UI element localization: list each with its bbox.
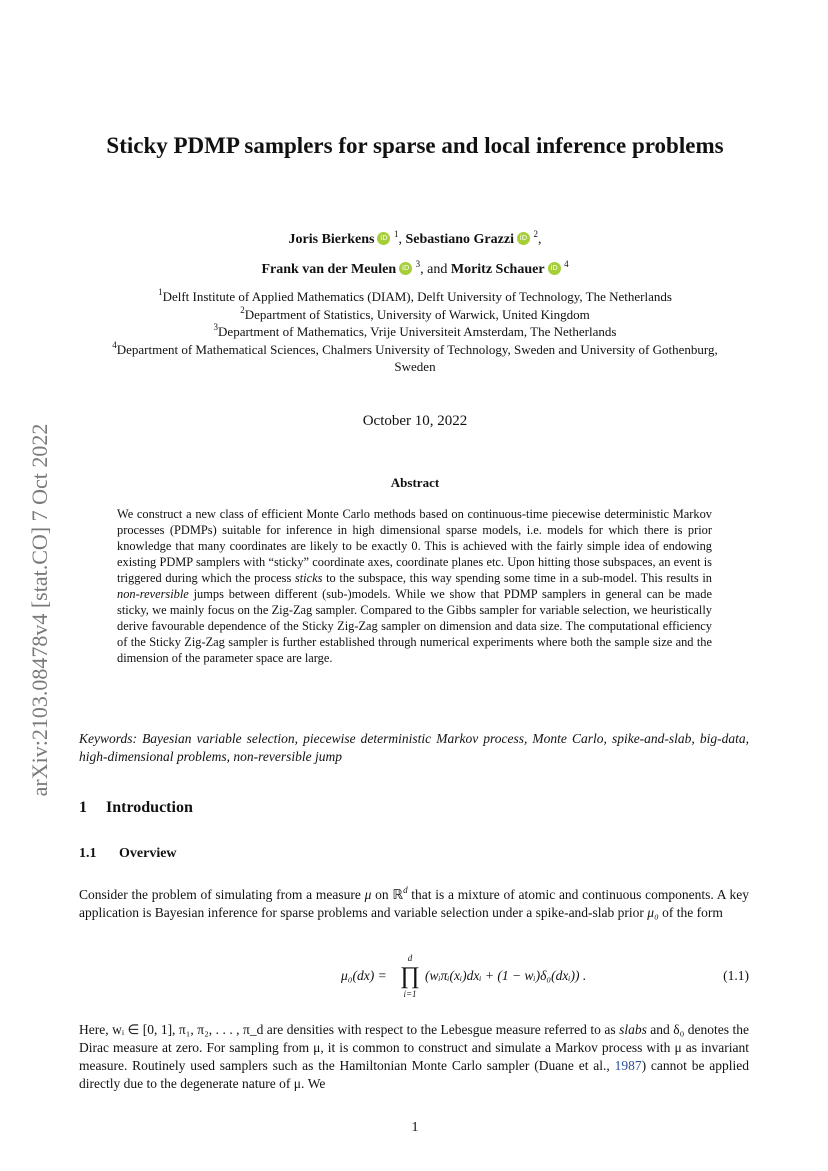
- section-title: Introduction: [106, 799, 193, 816]
- equation-lhs-text: μ₀(dx) =: [341, 968, 387, 983]
- paragraph-emphasis: slabs: [619, 1022, 647, 1037]
- product-upper-limit: d: [407, 953, 413, 963]
- equation-rhs-text: (wᵢπᵢ(xᵢ)dxᵢ + (1 − wᵢ)δ₀(dxᵢ)) .: [425, 968, 587, 983]
- author-line-2: [100, 255, 730, 285]
- affiliation-sup: 1: [158, 287, 163, 297]
- paper-title: Sticky PDMP samplers for sparse and local inference problems: [106, 133, 724, 158]
- paragraph: [79, 1021, 749, 1093]
- paragraph-text: ) cannot be applied directly due to the degenerate nature of μ. We: [79, 1058, 749, 1091]
- section-number: 1: [79, 799, 87, 816]
- author-affil-sup: 3: [415, 259, 421, 269]
- affiliation-item: [100, 323, 730, 341]
- page-number: 1: [411, 1120, 419, 1135]
- paragraph-text: on: [371, 887, 393, 902]
- keywords: Keywords: Bayesian variable selection, piecewise deterministic Markov process, Monte Carlo, spike-and-slab, big-data, high-dimensional problems, non-reversible jump: [79, 731, 749, 764]
- affiliation-item: [100, 288, 730, 306]
- paragraph-text: that is a mixture of atomic and continuous components. A key application is Bayesian inference for sparse problems and variable selection under a spike-and-slab prior: [79, 887, 749, 920]
- affiliation-text: Department of Mathematics, Vrije Universiteit Amsterdam, The Netherlands: [218, 324, 617, 339]
- arxiv-sidebar: [20, 360, 60, 860]
- math-symbol: d: [403, 885, 408, 895]
- equation-rhs: [425, 968, 586, 984]
- product-operator: [399, 952, 421, 1000]
- arxiv-identifier: arXiv:2103.08478v4 [stat.CO] 7 Oct 2022: [27, 423, 52, 797]
- subsection-heading: [79, 846, 177, 862]
- affiliation-sup: 4: [112, 339, 117, 350]
- orcid-icon[interactable]: iD: [517, 232, 530, 245]
- orcid-icon[interactable]: iD: [548, 262, 561, 275]
- math-symbol: μ₀: [647, 905, 659, 920]
- citation-link[interactable]: 1987: [614, 1058, 642, 1073]
- math-symbol: ℝ: [392, 887, 404, 902]
- abstract-heading: Abstract: [390, 475, 440, 490]
- math-symbol: μ: [364, 887, 372, 902]
- subsection-number: 1.1: [79, 846, 97, 861]
- abstract-text: We construct a new class of efficient Monte Carlo methods based on continuous-time piecewise deterministic Markov processes (PDMPs) suitable for inference in high dimensional sparse models, i.e. models for which there is prior knowledge that many coordinates are likely to be exactly 0. This is achieved with the fairly simple idea of endowing existing PDMP samplers with “sticky” coordinate axes, coordinate planes etc. Upon hitting those subspaces, an event is triggered during which the process: [117, 507, 712, 585]
- abstract-text: to the subspace, this way spending some time in a sub-model. This results in: [322, 571, 712, 585]
- orcid-icon[interactable]: iD: [377, 232, 390, 245]
- abstract-body: [117, 506, 712, 666]
- paragraph-text: Consider the problem of simulating from a measure: [79, 887, 365, 902]
- orcid-icon[interactable]: iD: [399, 262, 412, 275]
- author-separator: , and: [420, 262, 451, 277]
- product-lower-limit: i=1: [403, 989, 417, 999]
- paragraph-text: Here, wᵢ ∈ [0, 1], π₁, π₂, . . . , π_d are densities with respect to the Lebesgue measure referred to as: [79, 1022, 620, 1037]
- author-line-1: [100, 225, 730, 255]
- paragraph-text: and δ₀ denotes the Dirac measure at zero. For sampling from μ, it is common to construct and simulate a Markov process with μ as invariant measure. Routinely used samplers such as the Hamiltonian Monte Carlo sampler (Duane et al.,: [79, 1022, 749, 1073]
- author-name: Frank van der Meulen: [261, 262, 397, 277]
- equation-number: (1.1): [723, 968, 749, 983]
- affiliation-text: Department of Mathematical Sciences, Chalmers University of Technology, Sweden and University of Gothenburg, Sweden: [116, 341, 718, 374]
- abstract-text: jumps between different (sub-)models. While we show that PDMP samplers in general can be made sticky, we mainly focus on the Zig-Zag sampler. Compared to the Gibbs sampler for variable selection, we heuristically derive favourable dependence of the Sticky Zig-Zag sampler on dimension and data size. The computational efficiency of the Sticky Zig-Zag sampler is further established through numerical experiments where both the sample size and the dimension of the parameter space are large.: [117, 587, 712, 665]
- paper-date: October 10, 2022: [362, 413, 468, 429]
- section-heading: [79, 799, 193, 817]
- author-name: Moritz Schauer: [450, 262, 545, 277]
- paragraph: [79, 886, 749, 922]
- author-affil-sup: 1: [393, 229, 399, 239]
- affiliation-item: [100, 341, 730, 376]
- author-affil-sup: 4: [564, 259, 569, 269]
- equation-lhs: [341, 968, 387, 984]
- affiliation-list: [100, 288, 730, 376]
- affiliation-sup: 3: [213, 322, 219, 332]
- affiliation-text: Department of Statistics, University of Warwick, United Kingdom: [244, 306, 590, 322]
- author-separator: ,: [398, 232, 406, 247]
- affiliation-sup: 2: [240, 304, 245, 315]
- author-separator: ,: [537, 232, 542, 247]
- display-equation: [79, 952, 749, 1008]
- affiliation-text: Delft Institute of Applied Mathematics (DIAM), Delft University of Technology, The Netherlands: [162, 289, 672, 304]
- author-affil-sup: 2: [533, 229, 538, 239]
- abstract-emphasis: sticks: [294, 571, 323, 585]
- author-list: [100, 225, 730, 285]
- author-name: Sebastiano Grazzi: [405, 232, 514, 247]
- subsection-title: Overview: [119, 846, 177, 861]
- affiliation-item: [100, 306, 730, 324]
- product-symbol: ∏: [400, 963, 420, 989]
- author-name: Joris Bierkens: [288, 232, 375, 247]
- paragraph-text: of the form: [658, 905, 723, 920]
- abstract-emphasis: non-reversible: [117, 587, 189, 601]
